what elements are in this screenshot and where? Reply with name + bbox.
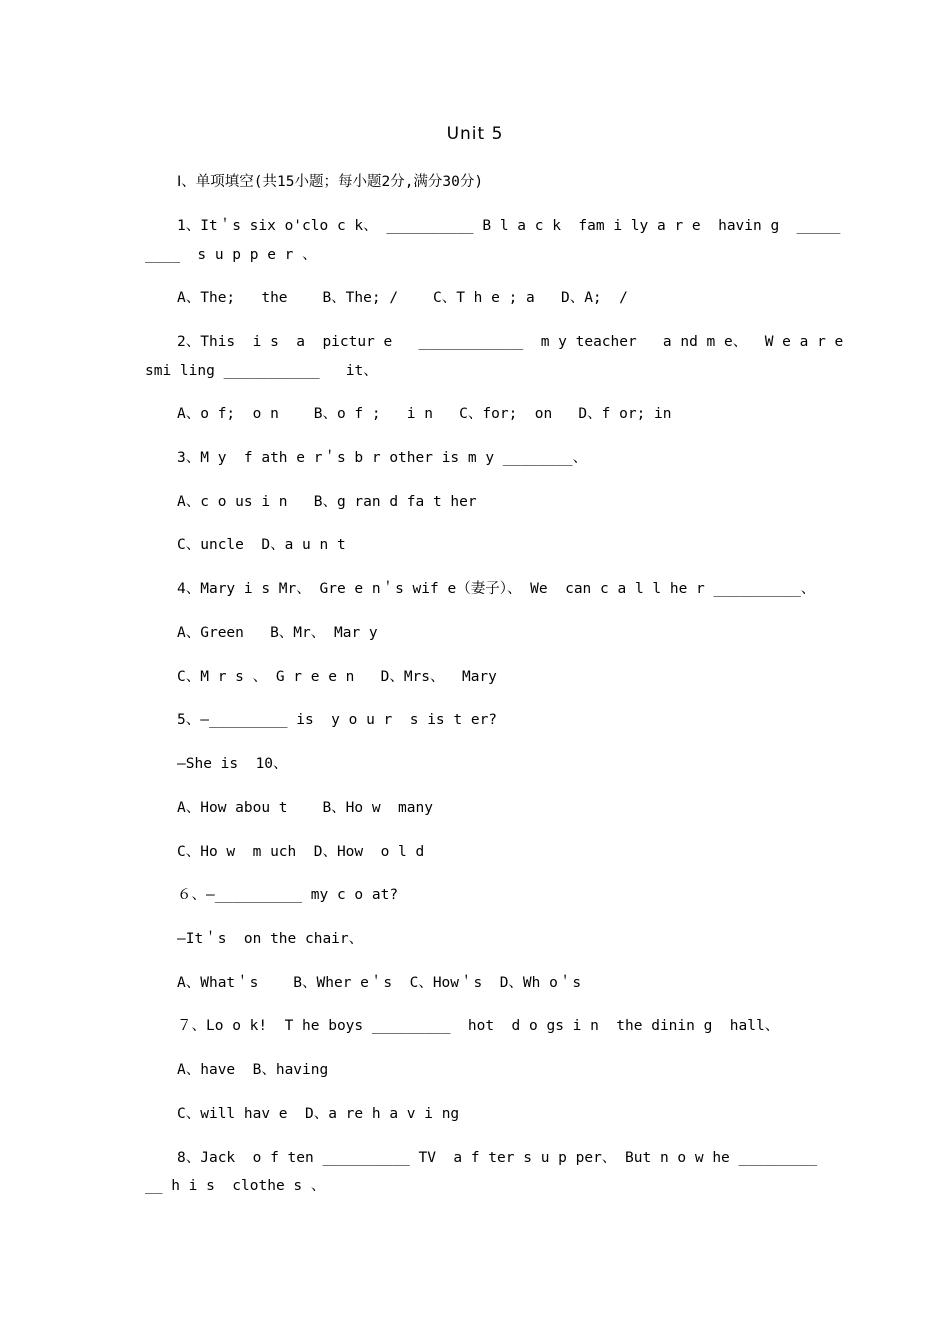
question-5-options-cd: C、Ho w m uch D、How o l d (177, 844, 425, 860)
question-4-stem: 4、Mary i s Mr、 Gre e n＇s wif e（妻子）、 We can c a l l he r __________、 (177, 581, 816, 597)
question-5-answer: —She is 10、 (177, 756, 288, 772)
question-8-stem-cont: __ h i s clothe s 、 (145, 1178, 326, 1194)
question-3-stem: 3、M y f ath e r＇s b r other is m y ________、 (177, 450, 588, 466)
page-title: Unit 5 (446, 124, 504, 144)
question-4-options-cd: C、M r s 、 G r e e n D、Mrs、 Mary (177, 669, 497, 685)
question-5-stem: 5、—_________ is y o u r s is t er? (177, 712, 498, 728)
question-7-options-ab: A、have B、having (177, 1062, 329, 1078)
question-1-options: A、The; the B、The; / C、T h e ; a D、A; / (177, 290, 628, 306)
question-3-options-ab: A、c o us i n B、g ran d fa t her (177, 494, 477, 510)
question-4-options-ab: A、Green B、Mr、 Mar y (177, 625, 378, 641)
question-6-answer: —It＇s on the chair、 (177, 931, 364, 947)
question-7-stem: ７、Lo o k! T he boys _________ hot d o gs i n the dinin g hall、 (177, 1018, 780, 1034)
section-heading: Ⅰ、单项填空(共15小题；每小题2分,满分30分) (177, 174, 484, 190)
question-6-options: A、What＇s B、Wher e＇s C、How＇s D、Wh o＇s (177, 975, 582, 991)
question-5-options-ab: A、How abou t B、Ho w many (177, 800, 433, 816)
question-7-options-cd: C、will hav e D、a re h a v i ng (177, 1106, 460, 1122)
question-1-stem-cont: ____ s u p p e r 、 (145, 247, 317, 263)
question-3-options-cd: C、uncle D、a u n t (177, 537, 346, 553)
question-1-stem: 1、It＇s six o'clo c k、 __________ B l a c k fam i ly a r e havin g _____ (177, 218, 841, 234)
question-2-stem-cont: smi ling ___________ it、 (145, 363, 378, 379)
question-6-stem: ６、—__________ my c o at? (177, 887, 399, 903)
question-2-stem: 2、This i s a pictur e ____________ m y teacher a nd m e、 W e a r e (177, 334, 844, 350)
question-8-stem: 8、Jack o f ten __________ TV a f ter s u p per、 But n o w he _________ (177, 1150, 818, 1166)
question-2-options: A、o f; o n B、o f ; i n C、for; on D、f or; in (177, 406, 672, 422)
